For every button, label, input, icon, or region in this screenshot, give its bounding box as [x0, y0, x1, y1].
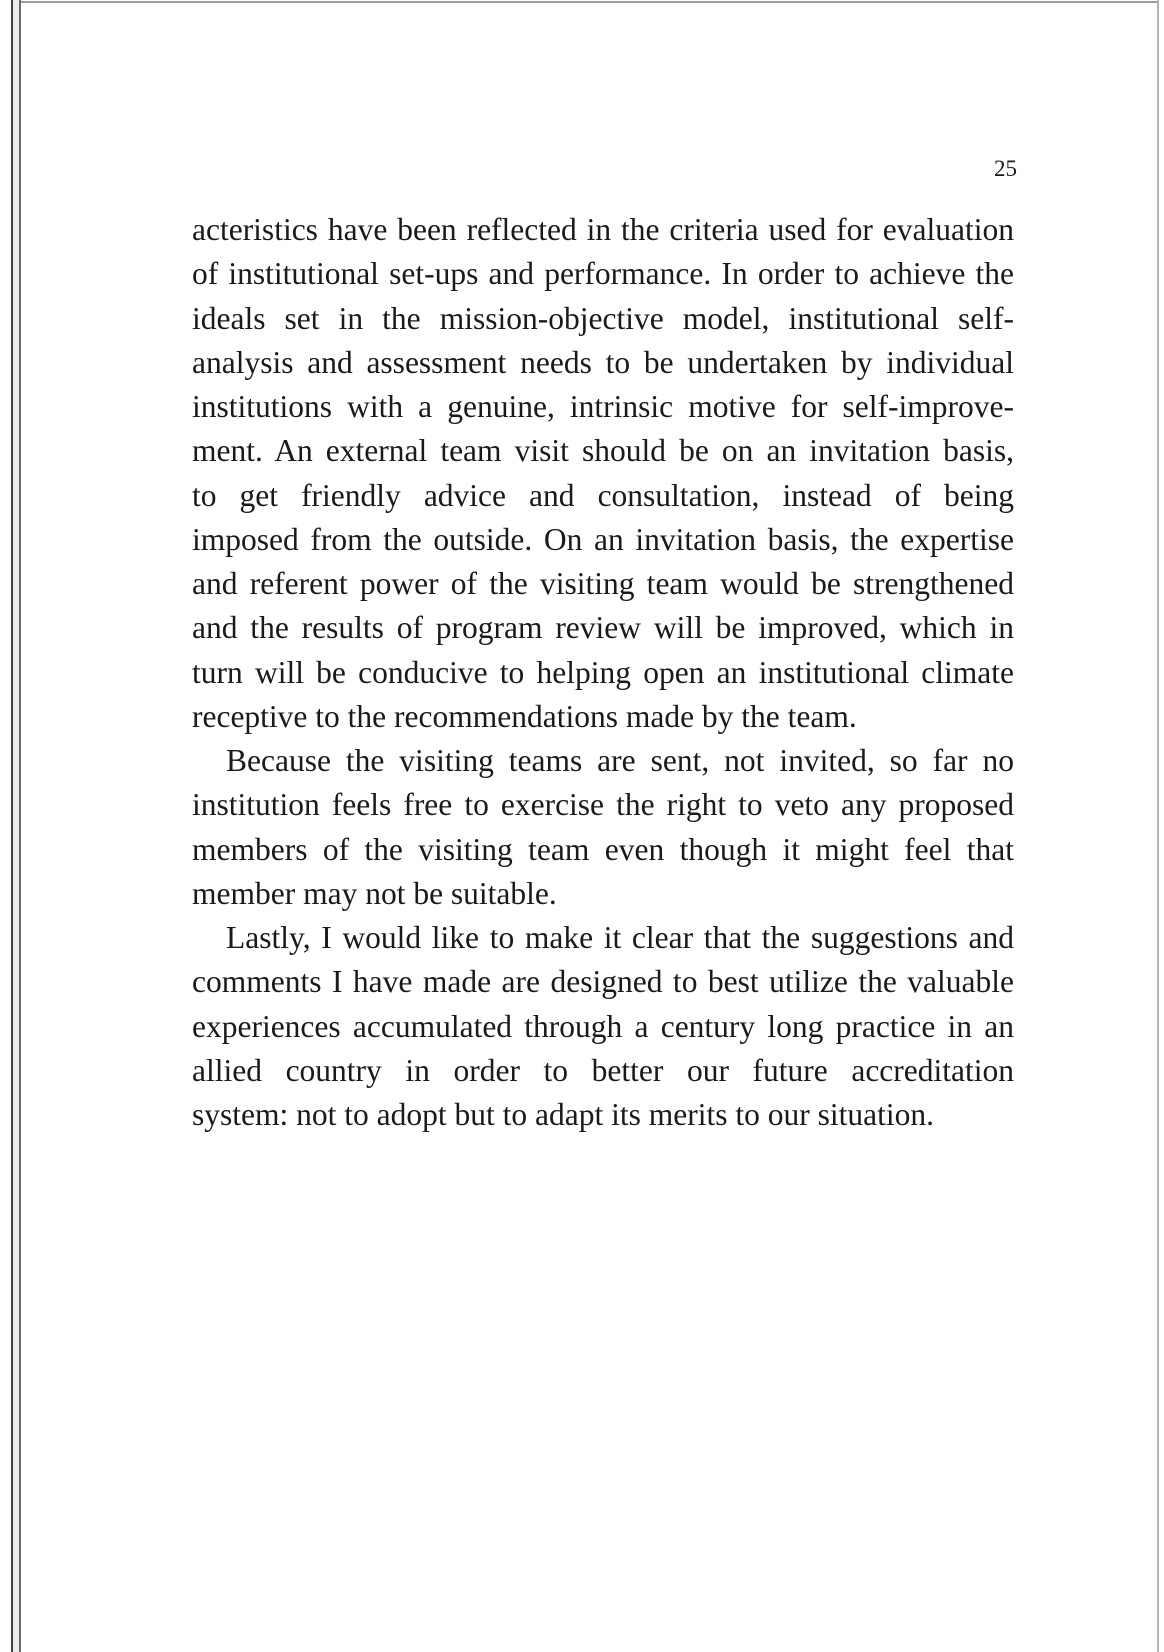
text-line: ment. An external team visit should be on an invitation basis, [192, 433, 1014, 469]
text-line: ideals set in the mission-objective model, institutional self- [192, 300, 1014, 336]
body-text [192, 208, 1014, 1137]
text-line: comments I have made are designed to best utilize the valuable [192, 964, 1014, 1000]
text-line: members of the visiting team even though it might feel that [192, 831, 1014, 867]
text-line: receptive to the recommendations made by the team. [192, 698, 857, 734]
text-line: institutions with a genuine, intrinsic motive for self-improve- [192, 389, 1014, 424]
text-line: institution feels free to exercise the right to veto any proposed [192, 787, 1014, 823]
text-line: Lastly, I would like to make it clear that the suggestions and [226, 920, 1014, 955]
text-line: turn will be conducive to helping open an institutional climate [192, 654, 1014, 690]
text-line: of institutional set-ups and performance. In order to achieve the [192, 256, 1014, 292]
page-number: 25 [994, 156, 1017, 181]
text-line: analysis and assessment needs to be undertaken by individual [192, 344, 1014, 380]
text-line: and referent power of the visiting team would be strengthened [192, 566, 1014, 601]
page-edge-left [11, 0, 21, 1652]
text-line: member may not be suitable. [192, 875, 557, 911]
paragraph [192, 916, 1014, 1137]
text-line: allied country in order to better our future accreditation [192, 1052, 1014, 1088]
text-line: imposed from the outside. On an invitation basis, the expertise [192, 521, 1014, 557]
text-line: and the results of program review will be improved, which in [192, 610, 1014, 646]
page-edge-top [12, 1, 1158, 3]
paragraph [192, 739, 1014, 916]
text-line: experiences accumulated through a century long practice in an [192, 1008, 1014, 1044]
text-line: system: not to adopt but to adapt its merits to our situation. [192, 1097, 934, 1132]
page-edge-right [1157, 0, 1159, 1652]
text-line: to get friendly advice and consultation, instead of being [192, 477, 1014, 513]
text-line: Because the visiting teams are sent, not invited, so far no [226, 743, 1014, 778]
text-line: acteristics have been reflected in the criteria used for evaluation [192, 212, 1014, 247]
paragraph [192, 208, 1014, 739]
